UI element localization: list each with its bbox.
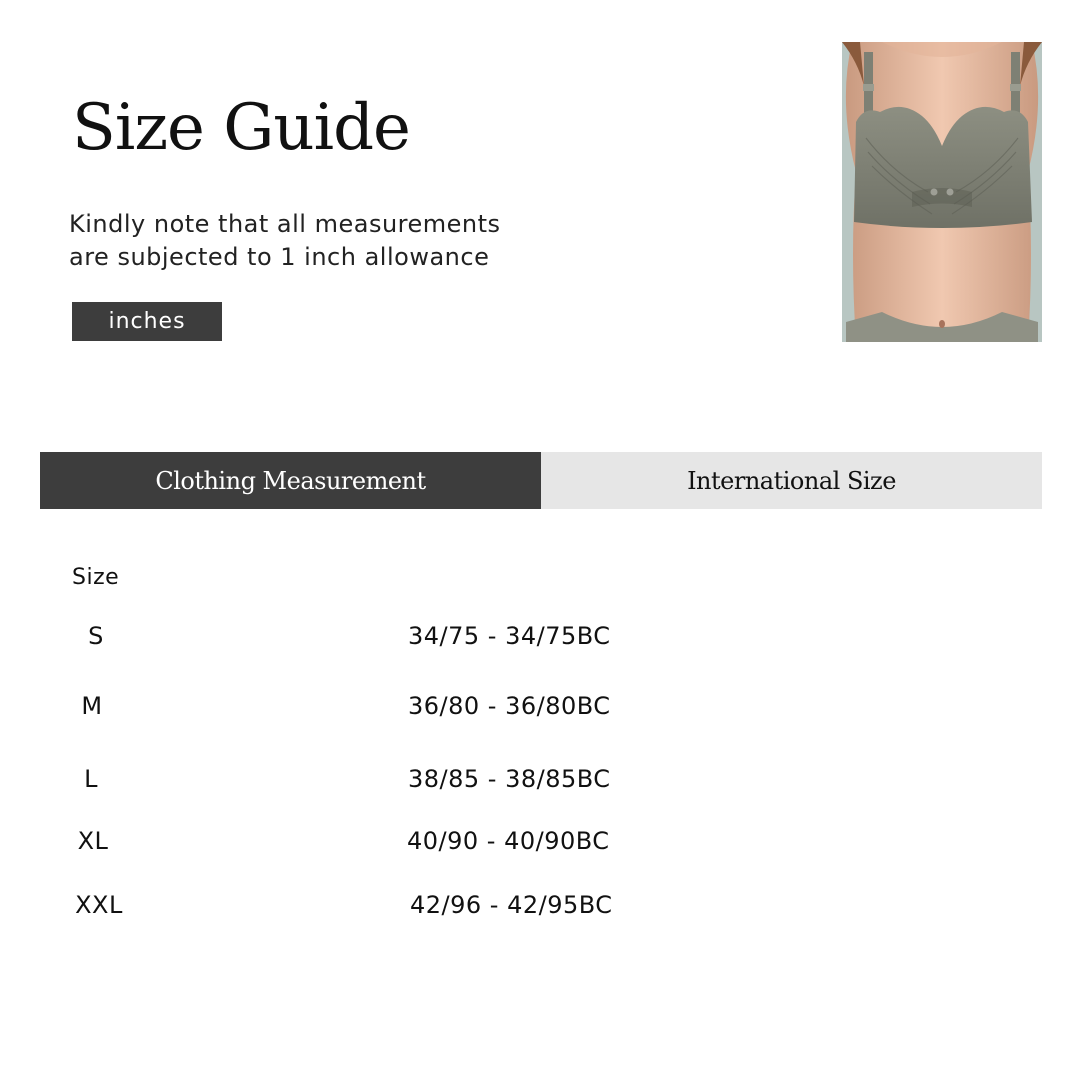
size-label: XL <box>77 827 109 855</box>
table-row <box>0 765 1080 799</box>
size-value: 36/80 - 36/80BC <box>408 692 611 720</box>
allowance-note <box>69 208 549 274</box>
table-row <box>0 827 1080 861</box>
tab-clothing-measurement[interactable]: Clothing Measurement <box>40 452 541 509</box>
table-row <box>0 891 1080 925</box>
size-value: 34/75 - 34/75BC <box>408 622 611 650</box>
note-line-2: are subjected to 1 inch allowance <box>69 243 490 271</box>
size-value: 42/96 - 42/95BC <box>410 891 613 919</box>
size-value: 40/90 - 40/90BC <box>407 827 610 855</box>
size-label: L <box>84 765 98 793</box>
size-column-header: Size <box>72 565 120 590</box>
size-label: M <box>81 692 103 720</box>
size-value: 38/85 - 38/85BC <box>408 765 611 793</box>
table-row <box>0 692 1080 726</box>
size-label: S <box>88 622 104 650</box>
unit-toggle-button[interactable]: inches <box>72 302 222 341</box>
size-label: XXL <box>75 891 123 919</box>
product-photo-illustration <box>842 42 1042 342</box>
size-tabs <box>40 452 1042 509</box>
tab-international-size[interactable]: International Size <box>541 452 1042 509</box>
table-row <box>0 622 1080 656</box>
page-title: Size Guide <box>72 91 410 165</box>
product-photo <box>842 42 1042 342</box>
note-line-1: Kindly note that all measurements <box>69 210 501 238</box>
